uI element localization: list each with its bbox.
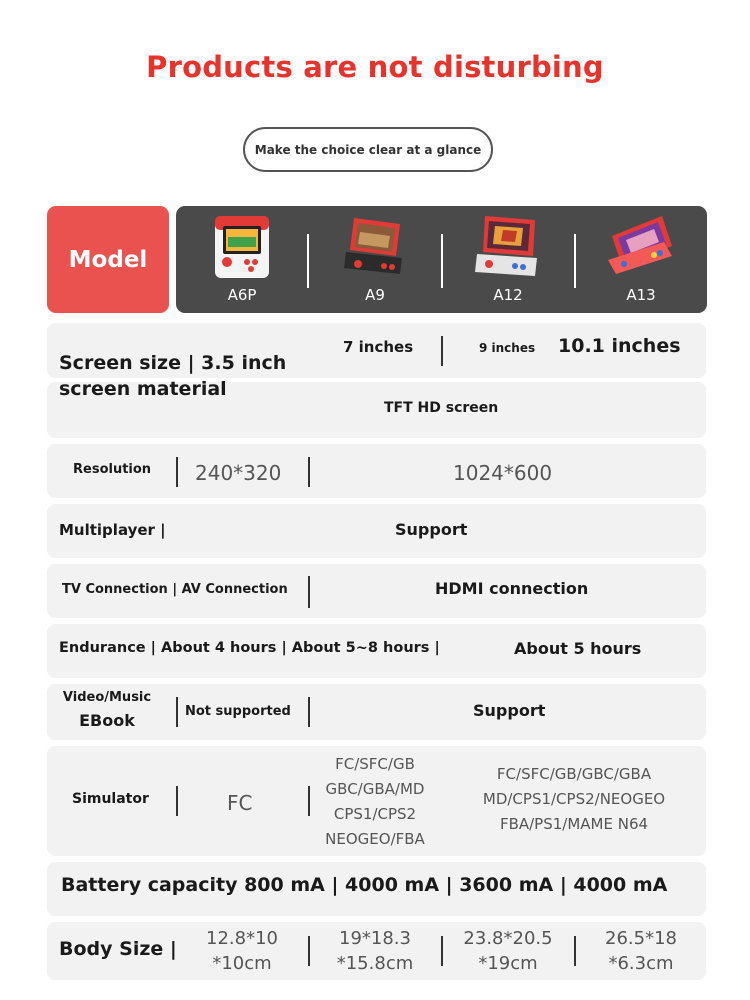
resolution-label: Resolution bbox=[73, 462, 152, 477]
subtitle-pill: Make the choice clear at a glance bbox=[243, 127, 493, 172]
simulator-a9-line: FC/SFC/GB bbox=[335, 755, 415, 773]
spec-row-video-music bbox=[47, 684, 706, 740]
screen-material-label: screen material bbox=[59, 378, 227, 400]
column-divider bbox=[441, 936, 443, 966]
column-divider bbox=[441, 336, 443, 366]
simulator-a9-line: CPS1/CPS2 bbox=[333, 805, 417, 823]
column-divider bbox=[176, 457, 178, 487]
body-a12-line2: *19cm bbox=[478, 953, 538, 974]
body-a9-line1: 19*18.3 bbox=[339, 928, 411, 949]
products-header bbox=[176, 206, 707, 313]
video-others: Support bbox=[473, 701, 546, 720]
console-icon bbox=[473, 212, 543, 282]
body-a9-line2: *15.8cm bbox=[336, 953, 414, 974]
product-a12[interactable] bbox=[442, 206, 574, 313]
screen-a9: 7 inches bbox=[343, 338, 414, 356]
product-a6p[interactable] bbox=[176, 206, 308, 313]
column-divider bbox=[308, 786, 310, 816]
endurance-label: Endurance | About 4 hours | About 5~8 hours | bbox=[59, 640, 440, 656]
simulator-a6p: FC bbox=[227, 791, 253, 815]
console-icon bbox=[340, 212, 410, 282]
screen-a13: 10.1 inches bbox=[558, 335, 681, 357]
column-divider bbox=[308, 576, 310, 608]
tv-value: HDMI connection bbox=[435, 579, 589, 598]
simulator-others-line: MD/CPS1/CPS2/NEOGEO bbox=[482, 790, 666, 808]
column-divider bbox=[176, 786, 178, 816]
product-a9[interactable] bbox=[309, 206, 441, 313]
column-divider bbox=[574, 936, 576, 966]
screen-size-label: Screen size | 3.5 inch bbox=[59, 352, 287, 374]
console-icon bbox=[606, 212, 676, 282]
body-a6p-line2: *10cm bbox=[212, 953, 272, 974]
endurance-value: About 5 hours bbox=[514, 639, 642, 658]
body-a13-line2: *6.3cm bbox=[608, 953, 674, 974]
spec-row-endurance bbox=[47, 624, 706, 678]
column-divider bbox=[308, 697, 310, 727]
body-a6p-line1: 12.8*10 bbox=[206, 928, 278, 949]
resolution-a6p: 240*320 bbox=[195, 461, 282, 485]
tv-label: TV Connection | AV Connection bbox=[62, 582, 288, 597]
product-name-a12: A12 bbox=[493, 286, 523, 304]
simulator-a9-line: GBC/GBA/MD bbox=[325, 780, 425, 798]
model-label: Model bbox=[68, 246, 148, 273]
spec-row-tv-connection bbox=[47, 564, 706, 618]
screen-material-value: TFT HD screen bbox=[384, 400, 499, 416]
simulator-others-line: FBA/PS1/MAME N64 bbox=[499, 815, 649, 833]
video-label-line2: EBook bbox=[79, 711, 135, 730]
product-name-a9: A9 bbox=[365, 286, 385, 304]
simulator-a9-line: NEOGEO/FBA bbox=[325, 830, 425, 848]
resolution-others: 1024*600 bbox=[453, 461, 553, 485]
spec-row-multiplayer bbox=[47, 504, 706, 558]
column-divider bbox=[308, 936, 310, 966]
video-label-line1: Video/Music bbox=[62, 690, 152, 705]
mini-arcade-icon bbox=[207, 212, 277, 282]
video-a6p: Not supported bbox=[185, 704, 291, 719]
model-header-box bbox=[47, 206, 169, 313]
product-name-a6p: A6P bbox=[227, 286, 257, 304]
multiplayer-label: Multiplayer | bbox=[59, 521, 166, 539]
spec-row-body-size bbox=[47, 922, 706, 980]
battery-text: Battery capacity 800 mA | 4000 mA | 3600 mA | 4000 mA bbox=[61, 874, 668, 896]
product-a13[interactable] bbox=[575, 206, 707, 313]
simulator-others-line: FC/SFC/GB/GBC/GBA bbox=[496, 765, 652, 783]
screen-a12: 9 inches bbox=[479, 341, 536, 355]
body-a12-line1: 23.8*20.5 bbox=[463, 928, 553, 949]
body-size-label: Body Size | bbox=[59, 938, 177, 960]
spec-row-battery bbox=[47, 862, 706, 916]
column-divider bbox=[176, 697, 178, 727]
page-title: Products are not disturbing bbox=[146, 50, 604, 84]
spec-row-resolution bbox=[47, 444, 706, 498]
body-a13-line1: 26.5*18 bbox=[605, 928, 677, 949]
product-name-a13: A13 bbox=[626, 286, 656, 304]
simulator-label: Simulator bbox=[72, 791, 149, 807]
spec-row-simulator bbox=[47, 746, 706, 856]
multiplayer-value: Support bbox=[395, 520, 468, 539]
column-divider bbox=[308, 457, 310, 487]
